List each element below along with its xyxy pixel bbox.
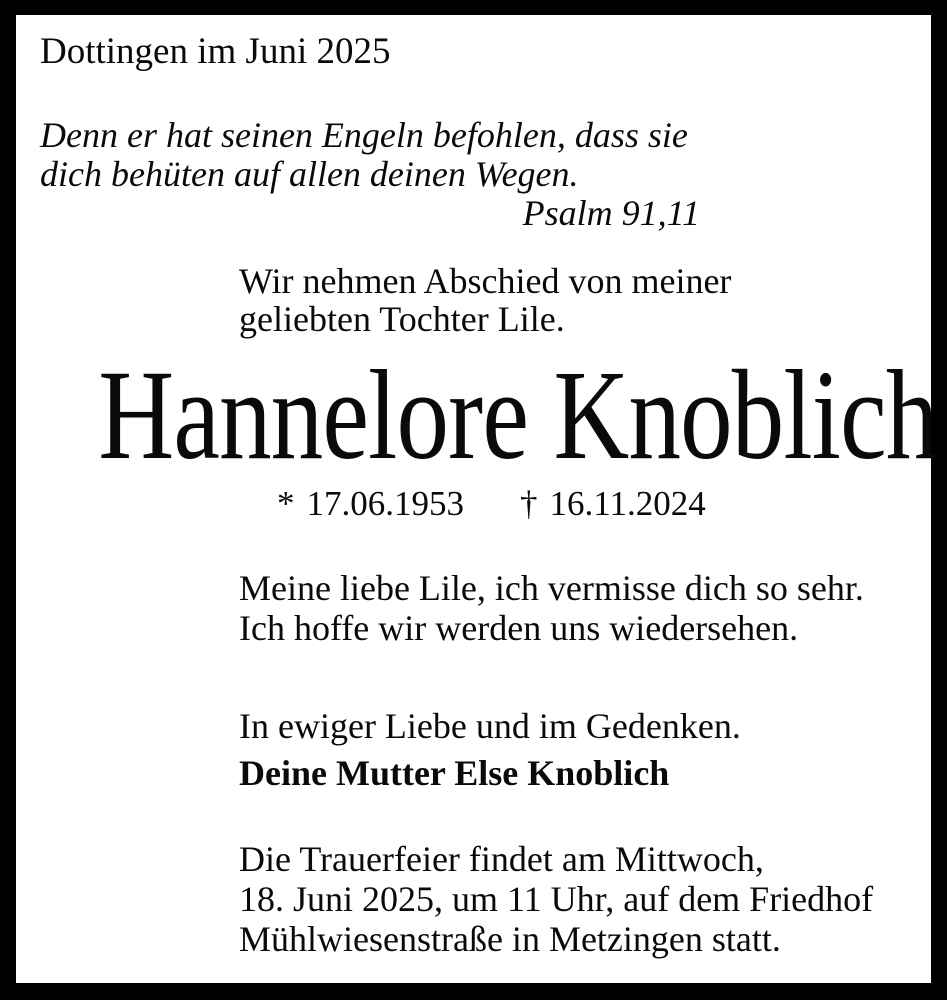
intro-text	[239, 262, 731, 338]
death-date: 16.11.2024	[549, 484, 706, 523]
life-dates	[277, 484, 706, 524]
birth-star-symbol: *	[277, 484, 295, 523]
funeral-line-1: Die Trauerfeier findet am Mittwoch,	[239, 839, 764, 879]
deceased-name: Hannelore Knoblich	[98, 344, 938, 486]
funeral-line-3: Mühlwiesenstraße in Metzingen statt.	[239, 919, 781, 959]
funeral-details	[239, 839, 873, 959]
intro-line-2: geliebten Tochter Lile.	[239, 299, 565, 339]
scripture-quote	[40, 116, 700, 233]
birth-date-group	[277, 484, 464, 524]
message-line-2: Ich hoffe wir werden uns wiedersehen.	[239, 608, 799, 648]
birth-date: 17.06.1953	[306, 484, 464, 523]
personal-message	[239, 568, 864, 648]
death-date-group	[520, 484, 706, 524]
quote-attribution: Psalm 91,11	[522, 193, 700, 233]
funeral-line-2: 18. Juni 2025, um 11 Uhr, auf dem Friedhof	[239, 879, 874, 919]
intro-line-1: Wir nehmen Abschied von meiner	[239, 261, 732, 301]
farewell-line: In ewiger Liebe und im Gedenken.	[239, 706, 741, 746]
place-dateline: Dottingen im Juni 2025	[40, 31, 391, 72]
quote-line-1: Denn er hat seinen Engeln befohlen, dass sie	[40, 115, 688, 155]
quote-line-2: dich behüten auf allen deinen Wegen.	[40, 154, 579, 194]
death-cross-symbol: †	[520, 484, 538, 523]
message-line-1: Meine liebe Lile, ich vermisse dich so sehr.	[239, 568, 864, 608]
obituary-card	[16, 15, 938, 983]
mourner-signature: Deine Mutter Else Knoblich	[239, 753, 670, 793]
